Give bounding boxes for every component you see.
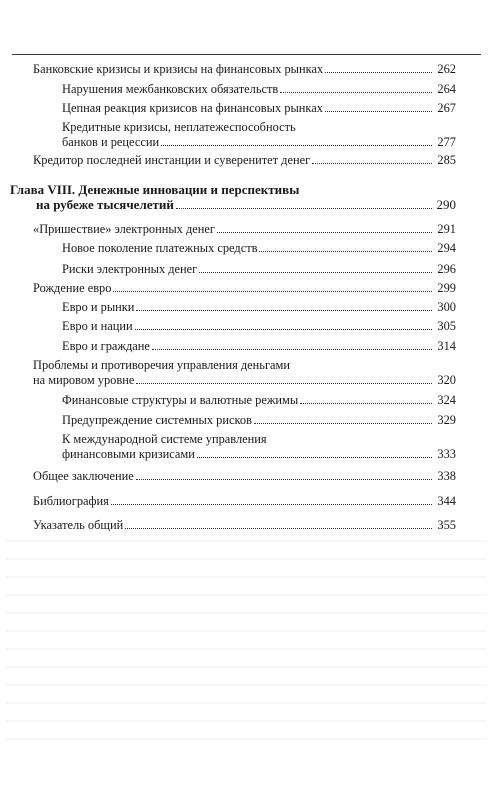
toc-page: 264 [437,82,456,96]
toc-title: Цепная реакция кризисов на финансовых рынках [62,101,323,115]
toc-entry[interactable] [62,262,456,277]
toc-entry[interactable] [62,339,456,354]
chapter-title-line1: Глава VIII. Денежные инновации и перспективы [10,182,300,197]
toc-title: Нарушения межбанковских обязательств [62,82,279,96]
chapter-title-line2: на рубеже тысячелетий [36,197,174,212]
toc-title: «Пришествие» электронных денег [33,222,215,236]
toc-entry[interactable] [62,241,456,256]
toc-title: Рождение евро [33,281,112,295]
dot-leader [325,110,432,112]
toc-entry[interactable] [33,469,456,484]
dot-leader [161,144,432,146]
dot-leader [300,402,432,404]
toc-title: Банковские кризисы и кризисы на финансовых рынках [33,62,324,76]
toc-page: 314 [437,339,456,353]
toc-page: 338 [437,469,456,483]
toc-entry[interactable] [33,281,456,296]
toc-page: 267 [437,101,456,115]
toc-title-line1: Проблемы и противоречия управления деньгами [33,358,291,372]
toc-entry[interactable] [33,222,456,237]
toc-title: Риски электронных денег [62,262,198,276]
toc-page: 291 [437,222,456,236]
toc-entry[interactable] [62,393,456,408]
toc-title-line2: финансовыми кризисами [62,447,195,461]
toc-entry[interactable] [62,300,456,315]
toc-page: 277 [437,135,456,149]
toc-entry[interactable] [62,82,456,97]
toc-entry[interactable] [62,120,456,150]
dot-leader [325,71,432,73]
toc-page: 324 [437,393,456,407]
toc-page: 344 [437,494,456,508]
toc-title: Евро и граждане [62,339,150,353]
dot-leader [259,250,432,252]
toc-page: 294 [437,241,456,255]
toc-page: 355 [437,518,456,532]
toc-entry[interactable] [33,494,456,509]
dot-leader [111,503,432,505]
toc-entry[interactable] [62,432,456,462]
toc-page: 320 [437,373,456,387]
dot-leader [312,162,432,164]
toc-title-line2: на мировом уровне [33,373,135,387]
toc-title: Евро и нации [62,319,133,333]
toc-entry[interactable] [62,413,456,428]
toc-entry[interactable] [33,358,456,388]
dot-leader [152,348,432,350]
chapter-entry[interactable] [10,182,456,212]
toc-entry[interactable] [62,319,456,334]
toc-page: 300 [437,300,456,314]
toc-entry[interactable] [33,518,456,533]
toc-title: Евро и рынки [62,300,135,314]
toc-title: Библиография [33,494,109,508]
toc-title: Указатель общий [33,518,124,532]
dot-leader [135,328,432,330]
toc-page: 262 [437,62,456,76]
toc-title-line2: банков и рецессии [62,135,160,149]
toc-title: Общее заключение [33,469,134,483]
toc-page: 305 [437,319,456,333]
dot-leader [113,290,432,292]
dot-leader [254,422,432,424]
toc-title-line1: К международной системе управления [62,432,267,446]
dot-leader [197,456,432,458]
dot-leader [176,207,432,209]
toc-page: 285 [437,153,456,167]
header-rule [12,54,481,55]
toc-page: 333 [437,447,456,461]
dot-leader [217,231,432,233]
toc-entry[interactable] [62,101,456,116]
toc-entry[interactable] [33,153,456,168]
toc-page: 329 [437,413,456,427]
toc-entry[interactable] [33,62,456,77]
dot-leader [199,271,432,273]
toc-title: Финансовые структуры и валютные режимы [62,393,299,407]
toc-title: Предупреждение системных рисков [62,413,252,427]
dot-leader [136,309,432,311]
toc-page: 299 [437,281,456,295]
dot-leader [280,91,432,93]
bleed-through-texture [6,540,487,740]
toc-title-line1: Кредитные кризисы, неплатежеспособность [62,120,296,134]
dot-leader [136,382,432,384]
toc-title: Новое поколение платежных средств [62,241,258,255]
dot-leader [125,527,432,529]
toc-title: Кредитор последней инстанции и суверенитет денег [33,153,311,167]
toc-page: 290 [436,197,456,212]
dot-leader [136,478,432,480]
toc-page: 296 [437,262,456,276]
